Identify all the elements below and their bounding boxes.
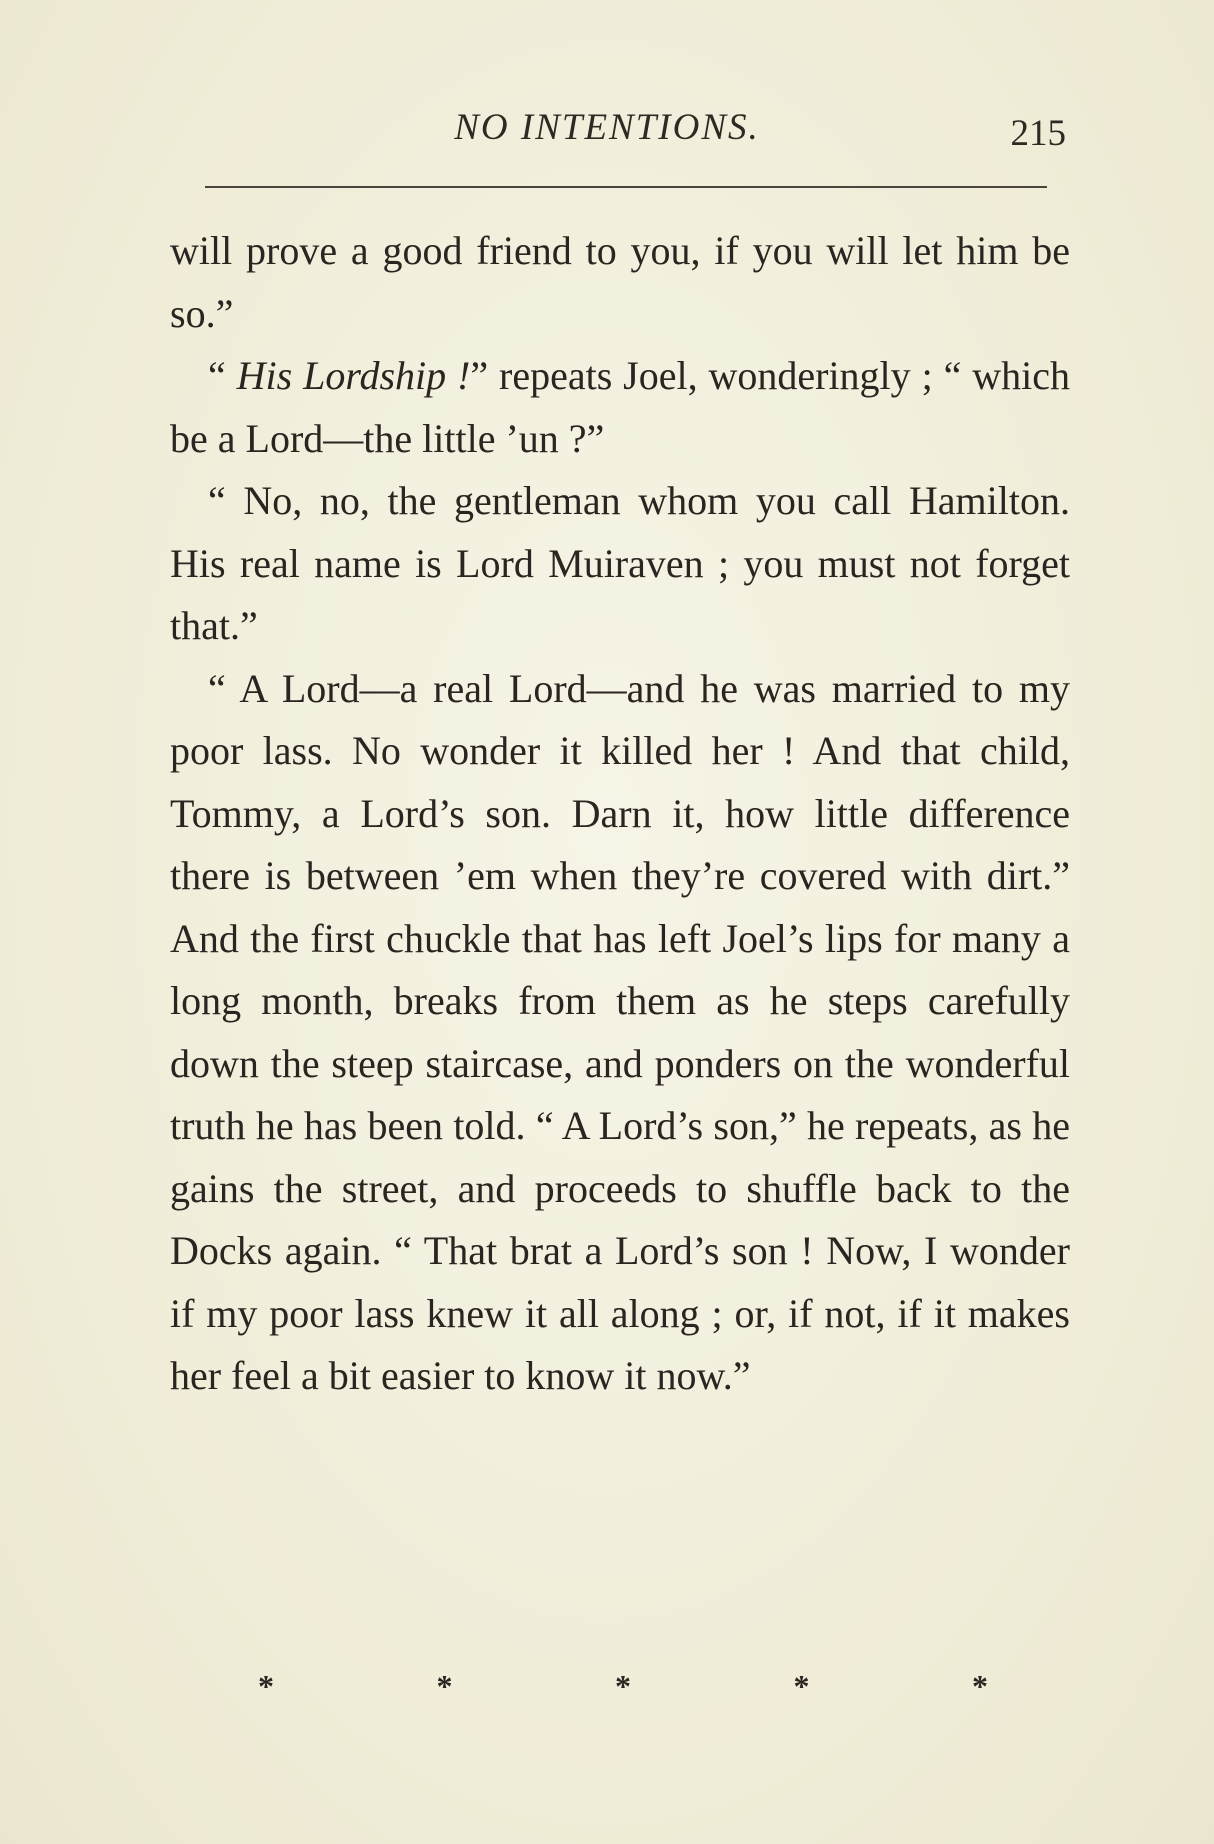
- paragraph-2-open-quote: “: [208, 353, 237, 398]
- paragraph-2-rest: ” repeats Joel, wonderingly ; “ which be a Lord—the little ’un ?”: [170, 353, 1070, 461]
- star-4: *: [793, 1668, 810, 1704]
- paragraph-2: [170, 345, 1070, 470]
- star-2: *: [436, 1668, 453, 1704]
- body-text: [170, 220, 1070, 1408]
- paragraph-2-italic: His Lordship !: [236, 353, 471, 398]
- header-rule: [205, 186, 1047, 188]
- paragraph-4: “ A Lord—a real Lord—and he was married to my poor lass. No wonder it killed her ! And that child, Tommy, a Lord’s son. Darn it, how little difference there is between ’em when they’re covered with dirt.” And the first chuckle that has left Joel’s lips for many a long month, breaks from them as he steps carefully down the steep staircase, and ponders on the wonderful truth he has been told. “ A Lord’s son,” he repeats, as he gains the street, and proceeds to shuffle back to the Docks again. “ That brat a Lord’s son ! Now, I wonder if my poor lass knew it all along ; or, if not, if it makes her feel a bit easier to know it now.”: [170, 665, 1070, 1398]
- paragraph-3: “ No, no, the gentleman whom you call Hamilton. His real name is Lord Muiraven ; you must not forget that.”: [170, 478, 1070, 648]
- star-1: *: [258, 1668, 274, 1704]
- section-break: [258, 1668, 988, 1705]
- paragraph-1: will prove a good friend to you, if you will let him be so.”: [170, 228, 1070, 336]
- running-title: NO INTENTIONS.: [454, 107, 760, 148]
- page-number: 215: [1010, 113, 1066, 154]
- star-5: *: [972, 1668, 988, 1704]
- star-3: *: [615, 1668, 631, 1704]
